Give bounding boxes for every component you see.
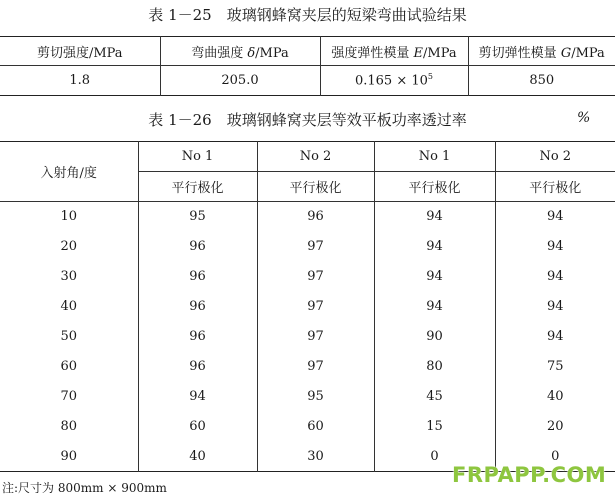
cell-value: 90 xyxy=(374,322,495,352)
table-note: 注:尺寸为 800mm × 900mm xyxy=(2,481,167,495)
cell-value: 94 xyxy=(374,232,495,262)
cell-value: 94 xyxy=(374,262,495,292)
value-shear-strength: 1.8 xyxy=(0,66,160,96)
cell-angle: 80 xyxy=(0,411,138,441)
cell-value: 94 xyxy=(546,299,564,315)
cell-value: 94 xyxy=(374,202,495,232)
value-elastic-modulus: $0.165 \times 10^5$ xyxy=(320,66,468,96)
header-shear-modulus: 剪切弹性模量 G/MPa xyxy=(468,37,615,66)
cell-angle: 60 xyxy=(0,351,138,381)
cell-value: 60 xyxy=(138,411,257,441)
cell-value: 60 xyxy=(257,411,374,441)
cell-value: 97 xyxy=(257,262,374,292)
value-bending-strength: 205.0 xyxy=(160,66,320,96)
cell-angle: 70 xyxy=(0,381,138,411)
cell-value: 96 xyxy=(138,351,257,381)
table-row xyxy=(0,322,615,352)
table-row xyxy=(0,292,615,322)
header-sample-4: No 2 xyxy=(495,142,615,172)
header-polarization-3: 平行极化 xyxy=(374,172,495,202)
cell-value: 30 xyxy=(257,441,374,471)
cell-value: 94 xyxy=(546,329,564,344)
cell-value: 80 xyxy=(374,351,495,381)
cell-angle: 10 xyxy=(0,202,138,232)
cell-angle: 40 xyxy=(0,292,138,322)
header-shear-strength: 剪切强度/MPa xyxy=(0,37,160,66)
cell-value: 45 xyxy=(374,381,495,411)
cell-value: 97 xyxy=(257,232,374,262)
table-1-26 xyxy=(0,141,615,472)
table-row xyxy=(0,202,615,232)
cell-value: 97 xyxy=(257,322,374,352)
cell-value: 0 xyxy=(551,448,560,464)
cell-angle: 20 xyxy=(0,232,138,262)
header-bending-strength: 弯曲强度 δ/MPa xyxy=(160,37,320,66)
cell-value: 96 xyxy=(257,202,374,232)
table-1-25 xyxy=(0,36,615,96)
cell-value: 94 xyxy=(374,292,495,322)
header-incidence-angle: 入射角/度 xyxy=(0,142,138,202)
table-row xyxy=(0,351,615,381)
cell-value: 20 xyxy=(546,418,564,434)
header-sample-2: No 2 xyxy=(257,142,374,172)
header-polarization-1: 平行极化 xyxy=(138,172,257,202)
table-row xyxy=(0,232,615,262)
header-sample-1: No 1 xyxy=(138,142,257,172)
cell-value: 75 xyxy=(546,358,564,374)
cell-value: 94 xyxy=(546,239,564,255)
table-row xyxy=(0,262,615,292)
watermark-logo: FRPAPP.COM xyxy=(452,463,607,487)
cell-value: 94 xyxy=(138,381,257,411)
cell-angle: 50 xyxy=(0,322,138,352)
table-row xyxy=(0,66,615,96)
table-header-row xyxy=(0,142,615,172)
header-sample-3: No 1 xyxy=(374,142,495,172)
cell-value: 40 xyxy=(546,388,564,404)
cell-value: 94 xyxy=(546,209,564,225)
table-row xyxy=(0,411,615,441)
table-1-25-caption: 表 1－25 玻璃钢蜂窝夹层的短梁弯曲试验结果 xyxy=(148,6,467,24)
header-polarization-4: 平行极化 xyxy=(495,172,615,202)
cell-angle: 90 xyxy=(0,441,138,471)
cell-value: 15 xyxy=(374,411,495,441)
table-header-row xyxy=(0,37,615,66)
unit-label: % xyxy=(577,110,591,126)
cell-value: 96 xyxy=(138,232,257,262)
table-1-26-caption: 表 1－26 玻璃钢蜂窝夹层等效平板功率透过率 xyxy=(148,111,467,129)
cell-angle: 30 xyxy=(0,262,138,292)
header-polarization-2: 平行极化 xyxy=(257,172,374,202)
cell-value: 96 xyxy=(138,262,257,292)
table-row xyxy=(0,381,615,411)
cell-value: 95 xyxy=(257,381,374,411)
cell-value: 97 xyxy=(257,292,374,322)
cell-value: 97 xyxy=(257,351,374,381)
cell-value: 95 xyxy=(138,202,257,232)
cell-value: 96 xyxy=(138,292,257,322)
header-elastic-modulus: 强度弹性模量 E/MPa xyxy=(320,37,468,66)
cell-value: 96 xyxy=(138,322,257,352)
cell-value: 94 xyxy=(546,269,564,285)
cell-value: 40 xyxy=(138,441,257,471)
value-shear-modulus: 850 xyxy=(529,73,555,88)
cell-value: 0 xyxy=(374,441,495,471)
